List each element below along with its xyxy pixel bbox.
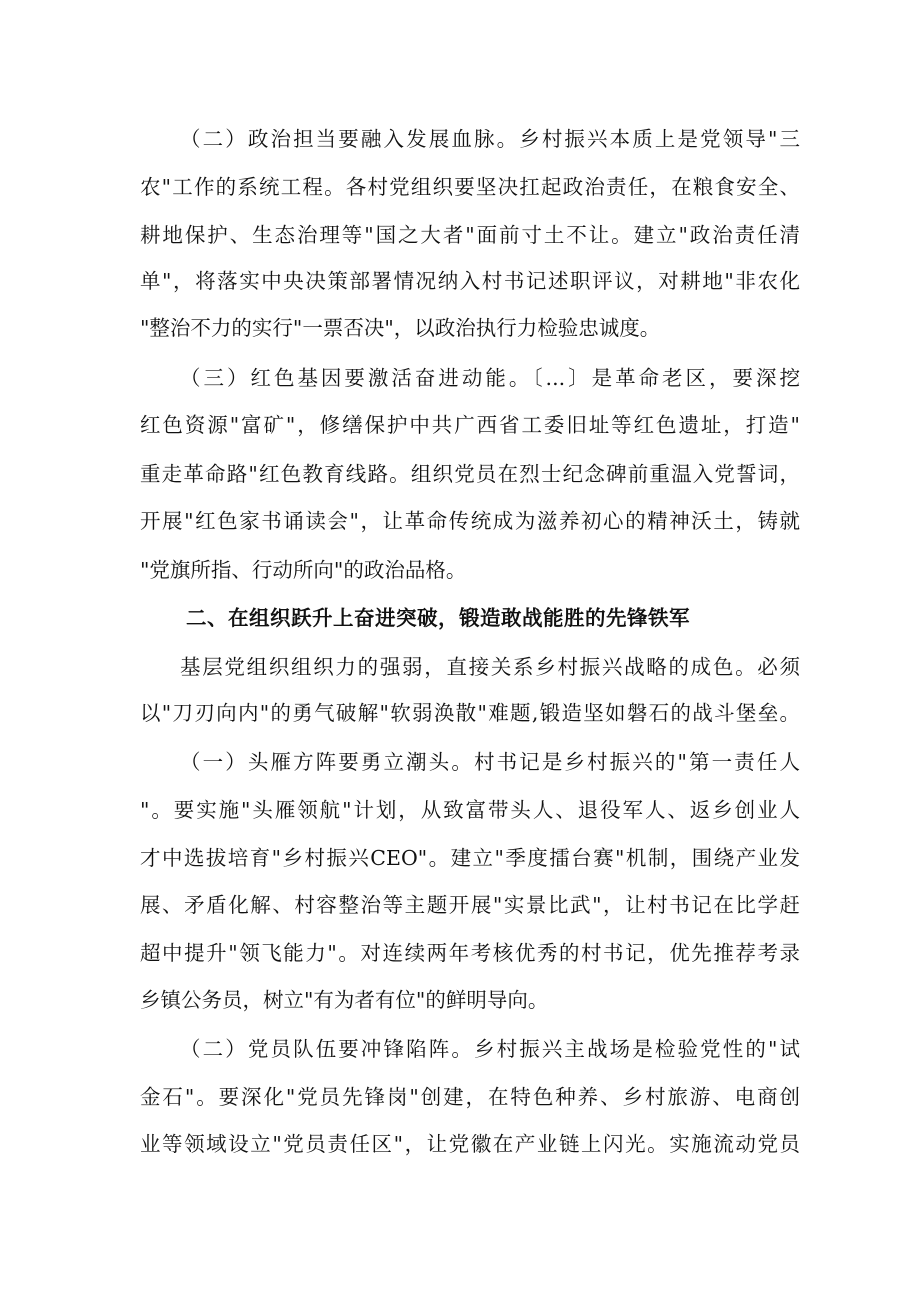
- paragraph-line: "党旗所指、行动所向"的政治品格。: [140, 558, 467, 582]
- paragraph-line: 单"，将落实中央决策部署情况纳入村书记述职评议，对耕地"非农化: [140, 269, 800, 293]
- section-heading: 二、在组织跃升上奋进突破，锻造敢战能胜的先锋铁军: [186, 606, 690, 630]
- paragraph-line: 基层党组织组织力的强弱，直接关系乡村振兴战略的成色。必须: [180, 655, 800, 679]
- paragraph-line: 耕地保护、生态治理等"国之大者"面前寸土不让。建立"政治责任清: [140, 223, 800, 247]
- paragraph-line: 展、矛盾化解、村容整治等主题开展"实景比武"，让村书记在比学赶: [140, 893, 800, 917]
- paragraph-line: 红色资源"富矿"，修缮保护中共广西省工委旧址等红色遗址，打造": [140, 413, 800, 437]
- paragraph-line: （一）头雁方阵要勇立潮头。村书记是乡村振兴的"第一责任人: [180, 750, 800, 774]
- paragraph-line: （二）党员队伍要冲锋陷阵。乡村振兴主战场是检验党性的"试: [180, 1037, 800, 1061]
- paragraph-line: （二）政治担当要融入发展血脉。乡村振兴本质上是党领导"三: [180, 127, 800, 151]
- paragraph-line: 业等领域设立"党员责任区"，让党徽在产业链上闪光。实施流动党员: [140, 1132, 800, 1156]
- paragraph-line: （三）红色基因要激活奋进动能。〔...〕是革命老区，要深挖: [180, 366, 800, 390]
- paragraph-line: 以"刀刃向内"的勇气破解"软弱涣散"难题,锻造坚如磐石的战斗堡垒。: [140, 701, 800, 725]
- paragraph-line: 开展"红色家书诵读会"，让革命传统成为滋养初心的精神沃土，铸就: [140, 509, 800, 533]
- paragraph-line: 金石"。要深化"党员先锋岗"创建，在特色种养、乡村旅游、电商创: [140, 1085, 800, 1109]
- paragraph-line: "。要实施"头雁领航"计划，从致富带头人、退役军人、返乡创业人: [140, 798, 800, 822]
- paragraph-line: 农"工作的系统工程。各村党组织要坚决扛起政治责任，在粮食安全、: [140, 175, 800, 199]
- paragraph-line: 超中提升"领飞能力"。对连续两年考核优秀的村书记，优先推荐考录: [140, 941, 800, 965]
- paragraph-line: 才中选拔培育"乡村振兴CEO"。建立"季度擂台赛"机制，围绕产业发: [140, 846, 800, 870]
- paragraph-line: 乡镇公务员，树立"有为者有位"的鲜明导向。: [140, 988, 549, 1012]
- paragraph-line: 重走革命路"红色教育线路。组织党员在烈士纪念碑前重温入党誓词，: [140, 462, 800, 486]
- paragraph-line: "整治不力的实行"一票否决"，以政治执行力检验忠诚度。: [140, 316, 661, 340]
